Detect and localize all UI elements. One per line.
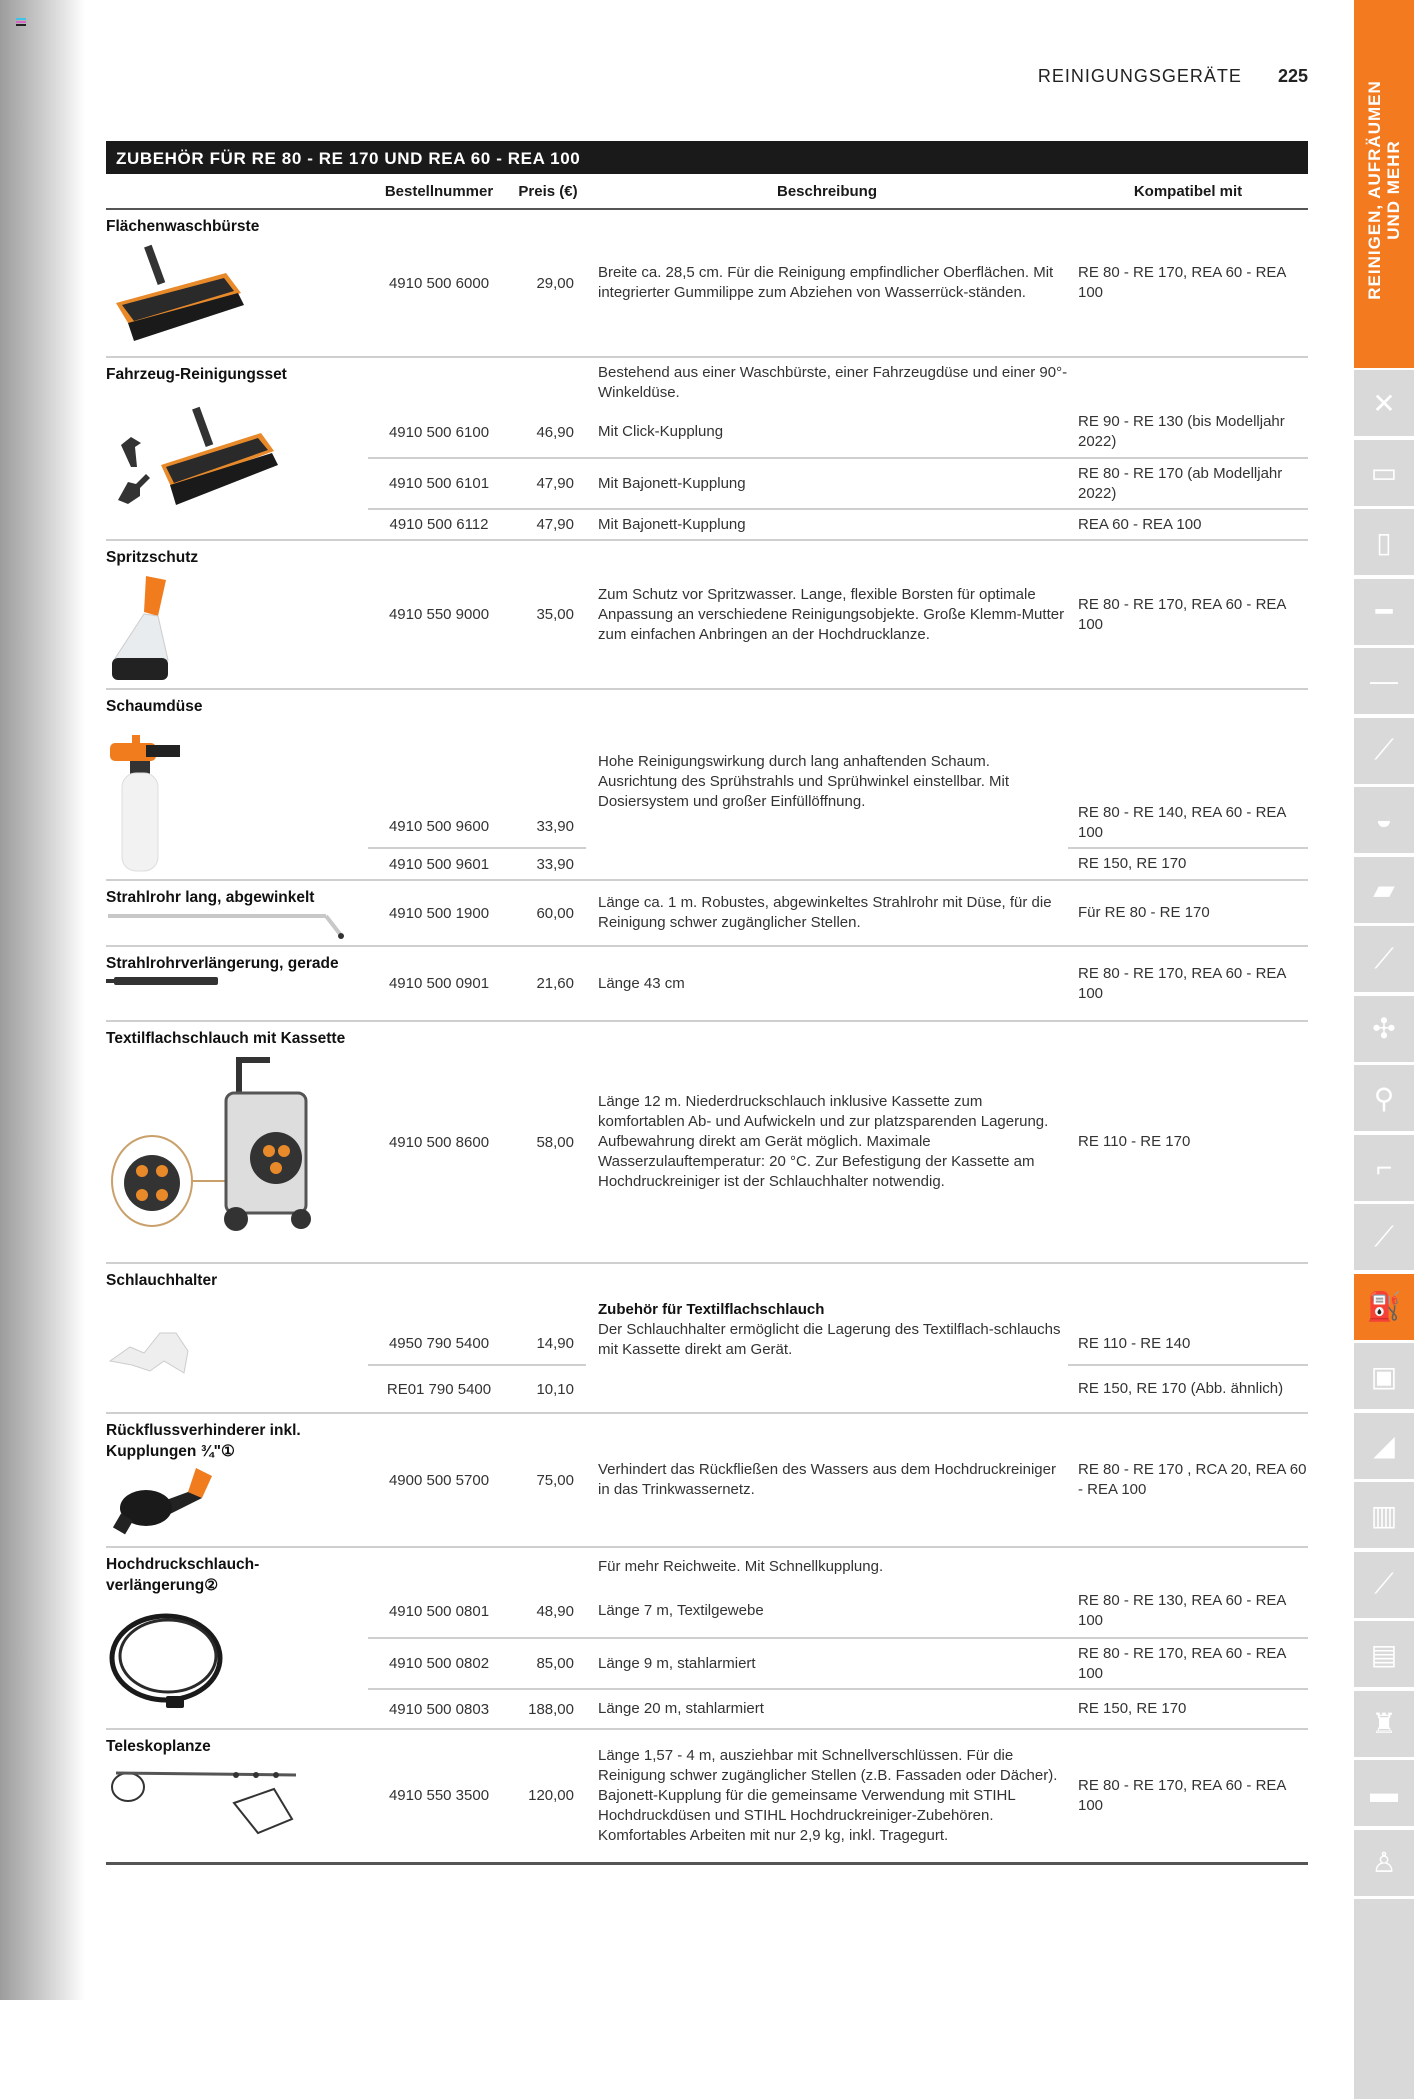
product-name: Spritzschutz bbox=[106, 549, 199, 566]
description: Mit Bajonett-Kupplung bbox=[586, 458, 1068, 509]
price: 35,00 bbox=[536, 606, 574, 623]
telescopic-lance-image bbox=[106, 1763, 368, 1847]
description: Hohe Reinigungswirkung durch lang anhaftenden Schaum. Ausrichtung des Sprühstrahls und Sprühwinkel einstellbar. Mit Dosiersystem und großer Einfüllöffnung. bbox=[598, 753, 1010, 810]
order-number: 4910 500 6000 bbox=[388, 274, 490, 292]
order-number: 4910 550 9000 bbox=[388, 606, 490, 623]
category-sidebar bbox=[1346, 0, 1414, 2000]
hose-extension-image bbox=[106, 1606, 368, 1720]
product-name: Schaumdüse bbox=[106, 698, 203, 715]
table-header-row bbox=[106, 174, 1308, 209]
compatible-models: Für RE 80 - RE 170 bbox=[1078, 904, 1210, 921]
color-bar-mark bbox=[16, 18, 26, 26]
category-label: REINIGEN, AUFRÄUMEN UND MEHR bbox=[1365, 80, 1403, 300]
compatible-models: RE 80 - RE 170 (ab Modelljahr 2022) bbox=[1068, 458, 1308, 509]
col-product bbox=[106, 174, 368, 209]
col-order-number: Bestellnummer bbox=[368, 174, 510, 209]
product-flat-hose bbox=[106, 1021, 1308, 1263]
price: 188,00 bbox=[510, 1689, 586, 1729]
toolbox-icon[interactable]: ▬ bbox=[1354, 1760, 1414, 1826]
price: 58,00 bbox=[536, 1133, 574, 1151]
product-name: Strahlrohrverlängerung, gerade bbox=[106, 955, 339, 972]
compatible-models: RE 80 - RE 170, REA 60 - REA 100 bbox=[1068, 1638, 1308, 1689]
product-name: Flächenwaschbürste bbox=[106, 218, 260, 235]
col-compatible: Kompatibel mit bbox=[1068, 174, 1308, 209]
order-number: 4910 550 3500 bbox=[388, 1787, 490, 1805]
description: Zubehör für Textilflachschlauch Der Schlauchhalter ermöglicht die Lagerung des Textilflach-schlauchs mit Kassette direkt am Gerät. bbox=[586, 1263, 1068, 1413]
compatible-models: RE 150, RE 170 bbox=[1068, 1689, 1308, 1729]
tshirt-icon[interactable]: ♙ bbox=[1354, 1830, 1414, 1896]
description: Mit Click-Kupplung bbox=[598, 423, 724, 440]
product-angled-lance bbox=[106, 880, 1308, 946]
page-number: 225 bbox=[1277, 66, 1308, 86]
compatible-models: RE 80 - RE 170, REA 60 - REA 100 bbox=[1078, 264, 1286, 301]
price: 60,00 bbox=[536, 904, 574, 922]
product-hose-holder bbox=[106, 1263, 1308, 1413]
order-number: 4910 500 6101 bbox=[368, 458, 510, 509]
page-spine-shadow bbox=[0, 0, 85, 2000]
smartphone-icon[interactable]: ▯ bbox=[1354, 509, 1414, 575]
product-name: Textilflachschlauch mit Kassette bbox=[106, 1030, 346, 1047]
wash-brush-image bbox=[106, 243, 368, 347]
price: 10,10 bbox=[510, 1365, 586, 1413]
earth-auger-icon[interactable]: ⚲ bbox=[1354, 1065, 1414, 1131]
accessory-table-section bbox=[106, 141, 1308, 1865]
compatible-models: RE 80 - RE 130, REA 60 - REA 100 bbox=[1078, 1592, 1286, 1629]
price: 47,90 bbox=[510, 458, 586, 509]
description: Breite ca. 28,5 cm. Für die Reinigung empfindlicher Oberflächen. Mit integrierter Gummilippe zum Abziehen von Wasserrück-ständen. bbox=[598, 264, 1054, 301]
compatible-models: RE 150, RE 170 bbox=[1068, 848, 1308, 880]
price: 75,00 bbox=[536, 1471, 574, 1489]
price: 47,90 bbox=[510, 509, 586, 540]
compatible-models: REA 60 - REA 100 bbox=[1068, 509, 1308, 540]
description-title: Zubehör für Textilflachschlauch bbox=[598, 1301, 825, 1318]
product-hose-extension bbox=[106, 1547, 1308, 1729]
description: Länge 9 m, stahlarmiert bbox=[586, 1638, 1068, 1689]
flat-hose-cassette-image bbox=[106, 1053, 368, 1237]
order-number: 4910 500 1900 bbox=[388, 904, 490, 922]
compatible-models: RE 80 - RE 140, REA 60 - REA 100 bbox=[1078, 804, 1286, 842]
price: 33,90 bbox=[536, 818, 574, 836]
table-title: ZUBEHÖR FÜR RE 80 - RE 170 UND REA 60 - REA 100 bbox=[106, 141, 1308, 174]
product-name: Rückflussverhinderer inkl. Kupplungen ¾"① bbox=[106, 1422, 301, 1460]
price: 21,60 bbox=[536, 975, 574, 992]
description: Verhindert das Rückfließen des Wassers aus dem Hochdruckreiniger in das Trinkwassernetz. bbox=[598, 1461, 1056, 1498]
tiller-icon[interactable]: ✣ bbox=[1354, 996, 1414, 1062]
col-price: Preis (€) bbox=[510, 174, 586, 209]
compatible-models: RE 150, RE 170 (Abb. ähnlich) bbox=[1068, 1365, 1308, 1413]
order-number: 4910 500 0803 bbox=[368, 1689, 510, 1729]
table-row bbox=[106, 209, 1308, 357]
description: Länge 12 m. Niederdruckschlauch inklusive Kassette zum komfortablen Ab- und Aufwickeln und zur platzsparenden Lagerung. Aufbewahrung direkt am Gerät möglich. Maximale Wasserzulauftemperatur: 20 °C. Zur Befestigung der Kassette am Hochdruckreiniger ist der Schlauchhalter notwendig. bbox=[598, 1093, 1049, 1190]
description: Länge 43 cm bbox=[598, 974, 685, 992]
pressure-washer-icon[interactable]: ⛽ bbox=[1354, 1274, 1414, 1340]
lawnmower-icon[interactable]: ▰ bbox=[1354, 857, 1414, 923]
table-row bbox=[106, 1729, 1308, 1863]
axe-icon[interactable]: ⟋ bbox=[1354, 1552, 1414, 1618]
description-intro: Für mehr Reichweite. Mit Schnellkupplung. bbox=[598, 1557, 884, 1575]
compatible-models: RE 80 - RE 170, REA 60 - REA 100 bbox=[1078, 595, 1286, 633]
description: Länge 20 m, stahlarmiert bbox=[586, 1689, 1068, 1729]
product-name: Fahrzeug-Reinigungsset bbox=[106, 366, 287, 383]
description: Länge ca. 1 m. Robustes, abgewinkeltes Strahlrohr mit Düse, für die Reinigung schwer zugänglicher Stellen. bbox=[598, 894, 1052, 931]
product-name: Hochdruckschlauch-verlängerung② bbox=[106, 1556, 260, 1594]
product-name: Schlauchhalter bbox=[106, 1272, 218, 1289]
table-row bbox=[106, 1263, 1308, 1323]
vacuum-icon[interactable]: ▣ bbox=[1354, 1343, 1414, 1409]
angled-lance-image bbox=[106, 910, 368, 944]
compatible-models: RE 80 - RE 170, REA 60 - REA 100 bbox=[1078, 1776, 1286, 1814]
foam-nozzle-image bbox=[106, 735, 368, 879]
order-number: 4910 500 0901 bbox=[388, 975, 490, 992]
description-intro: Bestehend aus einer Waschbürste, einer Fahrzeugdüse und einer 90°-Winkeldüse. bbox=[598, 363, 1068, 401]
vehicle-cleaning-set-image bbox=[106, 405, 368, 519]
section-title: REINIGUNGSGERÄTE bbox=[1037, 66, 1242, 86]
pole-pruner-icon[interactable]: — bbox=[1354, 648, 1414, 714]
description: Länge 7 m, Textilgewebe bbox=[598, 1602, 764, 1619]
compatible-models: RE 80 - RE 170 , RCA 20, REA 60 - REA 100 bbox=[1078, 1461, 1307, 1498]
order-number: 4910 500 9600 bbox=[388, 818, 490, 836]
order-number: 4910 500 6100 bbox=[388, 423, 490, 441]
product-telescopic-lance bbox=[106, 1729, 1308, 1863]
table-row bbox=[106, 1021, 1308, 1263]
page-header bbox=[1038, 66, 1308, 87]
product-vehicle-cleaning-set bbox=[106, 357, 1308, 540]
trimmer-icon[interactable]: ⟋ bbox=[1354, 926, 1414, 992]
blower-icon[interactable]: ⌐ bbox=[1354, 1135, 1414, 1201]
chainsaw-icon[interactable]: ━ bbox=[1354, 579, 1414, 645]
col-description: Beschreibung bbox=[586, 174, 1068, 209]
price: 120,00 bbox=[528, 1787, 574, 1805]
cutoff-saw-icon[interactable]: ◒ bbox=[1354, 787, 1414, 853]
price: 48,90 bbox=[536, 1602, 574, 1620]
description: Länge 1,57 - 4 m, ausziehbar mit Schnellverschlüssen. Für die Reinigung schwer zugänglicher Stellen (z.B. Fassaden oder Dächer). Bajonett-Kupplung für die gemeinsame Verwendung mit STIHL Hochdruckdüsen und STIHL Hochdruckreiniger-Zubehören. Komfortables Arbeiten mit nur 2,9 kg, inkl. Tragegurt. bbox=[598, 1746, 1058, 1844]
order-number: 4910 500 6112 bbox=[368, 509, 510, 540]
table-row bbox=[106, 946, 1308, 1021]
protective-clothing-icon[interactable]: ▥ bbox=[1354, 1482, 1414, 1548]
description: Zum Schutz vor Spritzwasser. Lange, flexible Borsten für optimale Anpassung an verschiedene Reinigungsobjekte. Große Klemm-Mutter zum einfachen Anbringen an der Hochdrucklanze. bbox=[598, 585, 1065, 643]
hedge-trimmer-icon[interactable]: ◢ bbox=[1354, 1413, 1414, 1479]
cleaning-spray-icon[interactable]: ♜ bbox=[1354, 1691, 1414, 1757]
product-lance-extension bbox=[106, 946, 1308, 1021]
product-name: Strahlrohr lang, abgewinkelt bbox=[106, 889, 315, 906]
order-number: 4910 500 9601 bbox=[368, 848, 510, 880]
table-row bbox=[106, 1413, 1308, 1547]
splash-guard-image bbox=[106, 574, 368, 688]
order-number: 4900 500 5700 bbox=[388, 1471, 490, 1489]
description: Mit Bajonett-Kupplung bbox=[586, 509, 1068, 540]
price: 46,90 bbox=[536, 423, 574, 441]
battery-icon[interactable]: ▭ bbox=[1354, 440, 1414, 506]
compatible-models: RE 110 - RE 170 bbox=[1078, 1133, 1191, 1150]
order-number: 4950 790 5400 bbox=[388, 1335, 490, 1352]
table-row bbox=[106, 357, 1308, 407]
order-number: RE01 790 5400 bbox=[368, 1365, 510, 1413]
hose-holder-image bbox=[106, 1321, 368, 1385]
lance-extension-image bbox=[106, 974, 368, 992]
price: 33,90 bbox=[510, 848, 586, 880]
table-row bbox=[106, 1547, 1308, 1585]
product-backflow-preventer bbox=[106, 1413, 1308, 1547]
order-number: 4910 500 0802 bbox=[368, 1638, 510, 1689]
compatible-models: RE 80 - RE 170, REA 60 - REA 100 bbox=[1078, 964, 1286, 1002]
price: 85,00 bbox=[510, 1638, 586, 1689]
category-tab-active[interactable] bbox=[1354, 0, 1414, 368]
order-number: 4910 500 0801 bbox=[388, 1602, 490, 1620]
brushcutter-icon[interactable]: ⟋ bbox=[1354, 718, 1414, 784]
table-row bbox=[106, 689, 1308, 848]
product-wash-brush bbox=[106, 209, 1308, 357]
table-row bbox=[106, 880, 1308, 946]
order-number: 4910 500 8600 bbox=[388, 1133, 490, 1151]
compatible-models: RE 110 - RE 140 bbox=[1078, 1334, 1191, 1352]
compatible-models: RE 90 - RE 130 (bis Modelljahr 2022) bbox=[1078, 413, 1285, 450]
tools-icon[interactable]: ✕ bbox=[1354, 370, 1414, 436]
table-row bbox=[106, 540, 1308, 689]
product-foam-nozzle bbox=[106, 689, 1308, 880]
sprayer-icon[interactable]: ⟋ bbox=[1354, 1204, 1414, 1270]
storage-icon[interactable]: ▤ bbox=[1354, 1621, 1414, 1687]
product-splash-guard bbox=[106, 540, 1308, 689]
backflow-preventer-image bbox=[106, 1466, 368, 1540]
price: 29,00 bbox=[536, 274, 574, 292]
price: 14,90 bbox=[536, 1335, 574, 1352]
sidebar-filler bbox=[1354, 1899, 1414, 2099]
product-name: Teleskoplanze bbox=[106, 1738, 211, 1755]
accessory-table bbox=[106, 174, 1308, 1865]
